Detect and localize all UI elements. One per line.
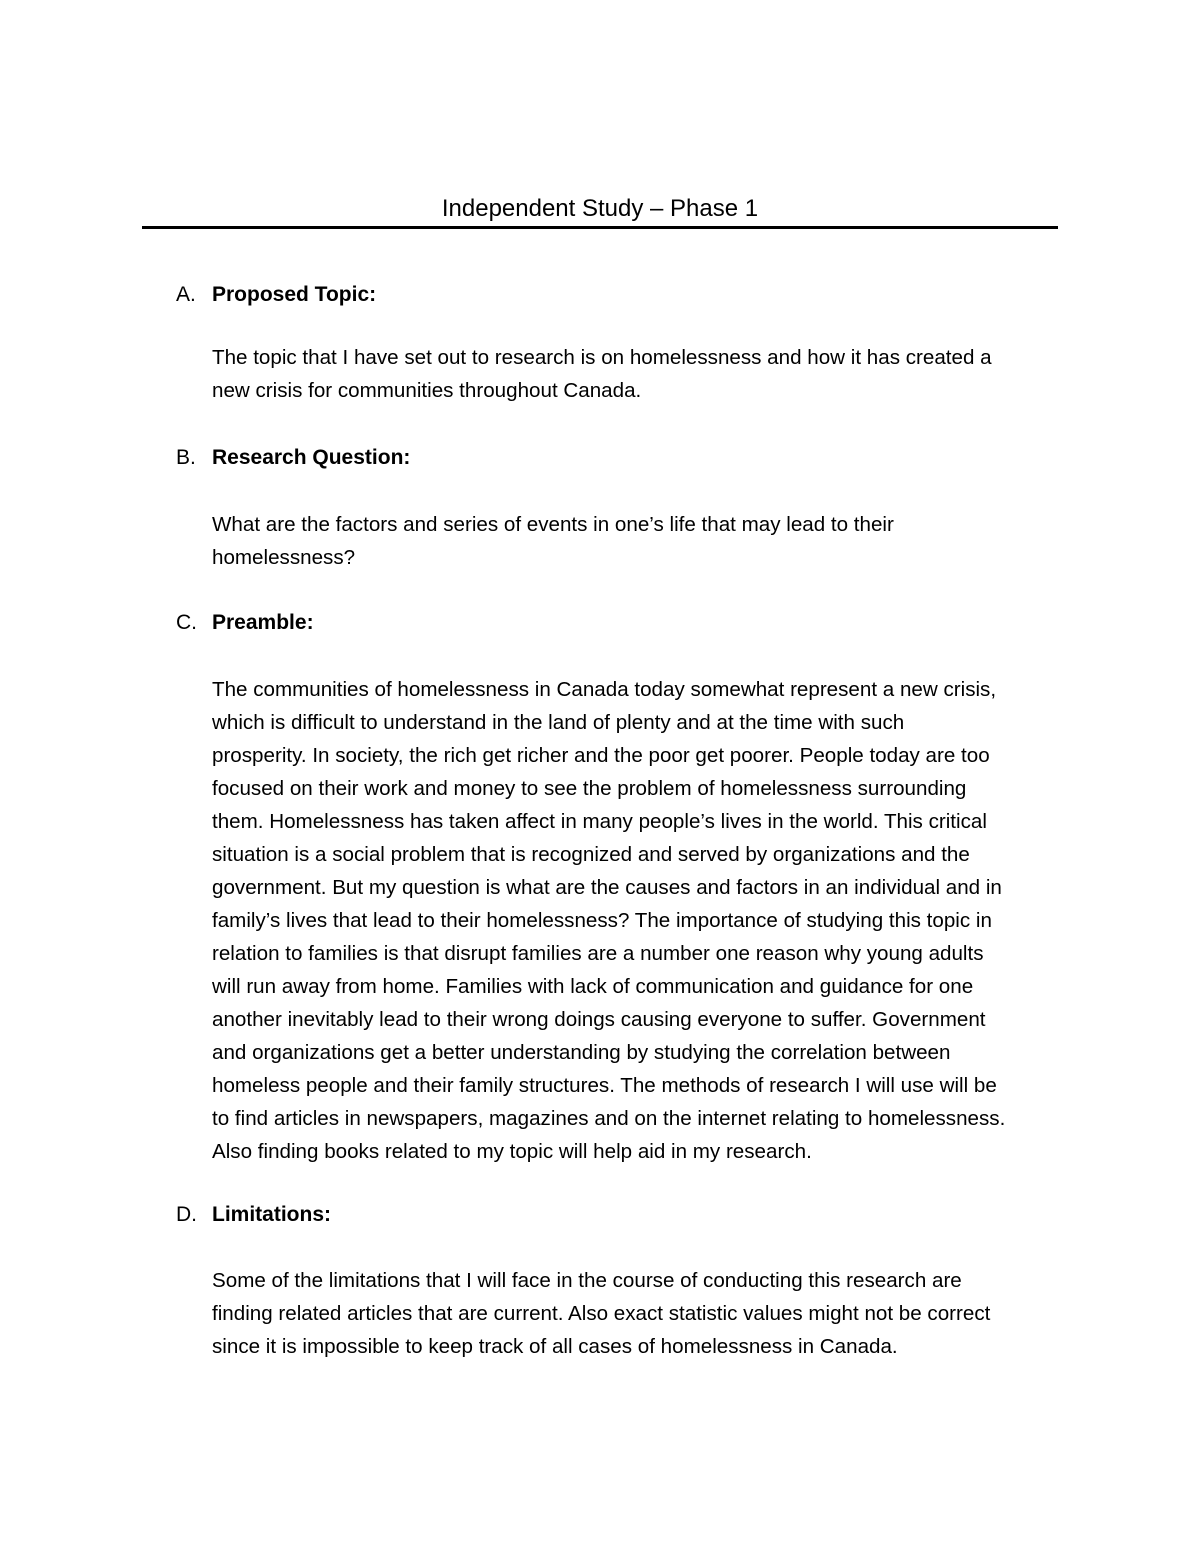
section-body (212, 673, 1052, 1168)
text-line: which is difficult to understand in the land of plenty and at the time with such (212, 711, 905, 734)
text-line: situation is a social problem that is recognized and served by organizations and the (212, 843, 970, 866)
text-line: prosperity. In society, the rich get richer and the poor get poorer. People today are too (212, 744, 990, 767)
text-line: homelessness? (212, 546, 356, 569)
section-letter: D. (176, 1203, 197, 1226)
section-heading-label: Preamble (212, 611, 307, 634)
text-line: them. Homelessness has taken affect in many people’s lives in the world. This critical (212, 810, 987, 833)
text-line: What are the factors and series of events in one’s life that may lead to their (212, 513, 894, 536)
title-underline (142, 226, 1058, 229)
section-heading (176, 1198, 331, 1231)
text-line: relation to families is that disrupt families are a number one reason why young adults (212, 942, 984, 965)
text-line: Some of the limitations that I will face in the course of conducting this research are (212, 1269, 962, 1292)
section-heading-colon: : (306, 611, 314, 634)
section-letter: C. (176, 611, 197, 634)
text-line: another inevitably lead to their wrong doings causing everyone to suffer. Government (212, 1008, 986, 1031)
text-line: The topic that I have set out to research is on homelessness and how it has created a (212, 346, 992, 369)
text-line: will run away from home. Families with lack of communication and guidance for one (212, 975, 974, 998)
text-line: and organizations get a better understanding by studying the correlation between (212, 1041, 951, 1064)
section-letter: B. (176, 446, 196, 469)
text-line: focused on their work and money to see the problem of homelessness surrounding (212, 777, 967, 800)
text-line: to find articles in newspapers, magazines and on the internet relating to homelessness. (212, 1107, 1006, 1130)
text-line: Also finding books related to my topic will help aid in my research. (212, 1140, 812, 1163)
section-heading-label: Proposed Topic (212, 283, 370, 306)
text-line: since it is impossible to keep track of all cases of homelessness in Canada. (212, 1335, 898, 1358)
document-title: Independent Study – Phase 1 (441, 195, 759, 222)
section-body (212, 341, 1052, 407)
section-letter: A. (176, 283, 196, 306)
section-body (212, 1264, 1052, 1363)
text-line: The communities of homelessness in Canada today somewhat represent a new crisis, (212, 678, 997, 701)
text-line: homeless people and their family structures. The methods of research I will use will be (212, 1074, 997, 1097)
text-line: family’s lives that lead to their homelessness? The importance of studying this topic in (212, 909, 992, 932)
section-heading-colon: : (369, 283, 377, 306)
section-heading-colon: : (324, 1203, 332, 1226)
section-heading-label: Research Question (212, 446, 404, 469)
text-line: finding related articles that are current. Also exact statistic values might not be correct (212, 1302, 991, 1325)
text-line: government. But my question is what are the causes and factors in an individual and in (212, 876, 1002, 899)
section-body (212, 508, 1052, 574)
text-line: new crisis for communities throughout Canada. (212, 379, 642, 402)
section-heading (176, 278, 376, 311)
section-heading (176, 441, 410, 474)
section-heading (176, 606, 314, 639)
section-heading-colon: : (403, 446, 411, 469)
section-heading-label: Limitations (212, 1203, 325, 1226)
